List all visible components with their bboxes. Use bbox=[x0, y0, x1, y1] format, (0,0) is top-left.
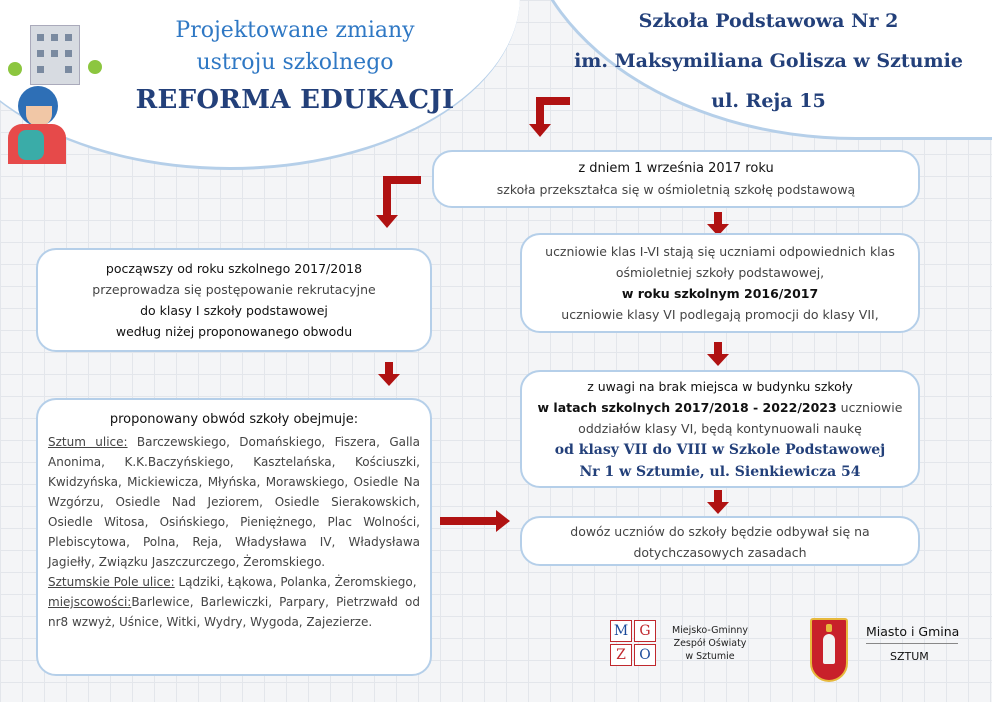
arrow-right-icon bbox=[440, 510, 512, 532]
mgzo-logo bbox=[610, 620, 656, 666]
school-name: Szkoła Podstawowa Nr 2 bbox=[638, 10, 899, 32]
district-villages bbox=[48, 592, 420, 632]
students-transfer-line1: uczniowie klas I-VI stają się uczniami odpowiednich klas bbox=[545, 244, 895, 259]
recruitment-process: przeprowadza się postępowanie rekrutacyjne bbox=[92, 282, 376, 297]
district-sztum bbox=[48, 432, 420, 572]
recruitment-year: począwszy od roku szkolnego 2017/2018 bbox=[105, 261, 363, 276]
transport-line2: dotychczasowych zasadach bbox=[633, 545, 807, 560]
tree-icon bbox=[8, 62, 22, 76]
villages-label: miejscowości: bbox=[48, 595, 132, 609]
students-transfer-box bbox=[520, 233, 920, 333]
elbow-arrow-top-icon bbox=[532, 97, 572, 139]
space-shortage-students: uczniowie bbox=[836, 400, 903, 415]
mgzo-name bbox=[670, 624, 750, 663]
school-kid-illustration bbox=[0, 0, 120, 165]
mgzo-line3: w Sztumie bbox=[685, 651, 735, 662]
school-address: ul. Reja 15 bbox=[711, 90, 826, 112]
students-transfer-line2: ośmioletniej szkoły podstawowej, bbox=[615, 265, 825, 280]
arrow-down-icon bbox=[707, 342, 729, 366]
header-main-title: REFORMA EDUKACJI bbox=[135, 85, 455, 115]
reform-date-text: z dniem 1 września 2017 roku bbox=[578, 161, 774, 176]
recruitment-district: według niżej proponowanego obwodu bbox=[115, 324, 353, 339]
mgzo-letter: O bbox=[634, 644, 656, 666]
header-title-line1: Projektowane zmiany bbox=[175, 18, 415, 43]
mgzo-line2: Zespół Oświaty bbox=[673, 638, 747, 649]
space-shortage-address: Nr 1 w Sztumie, ul. Sienkiewicza 54 bbox=[579, 464, 861, 480]
mgzo-letter: G bbox=[634, 620, 656, 642]
space-shortage-school1: od klasy VII do VIII w Szkole Podstawowej bbox=[554, 442, 886, 458]
district-heading: proponowany obwód szkoły obejmuje: bbox=[109, 412, 359, 427]
space-shortage-box bbox=[520, 370, 920, 488]
header-title-line2: ustroju szkolnego bbox=[196, 50, 394, 75]
space-shortage-line1: z uwagi na brak miejsca w budynku szkoły bbox=[587, 379, 853, 394]
sztum-streets: Barczewskiego, Domańskiego, Fiszera, Galla Anonima, K.K.Baczyńskiego, Kasztelańska, Kościuszki, Kwidzyńska, Mickiewicza, Młyńska, Morawskiego, Osiedle Na Wzgórzu, Osiedle Nad Jeziorem, Osiedle Sierakowskich, Osiedle Witosa, Osińskiego, Pieniężnego, Plac Wolności, Plebiscytowa, Polna, Reja, Władysława IV, Władysława Jagiełły, Związku Jaszczurczego, Żeromskiego. bbox=[48, 435, 420, 569]
city-sztum: SZTUM bbox=[890, 650, 929, 663]
city-name: Miasto i Gmina bbox=[866, 624, 960, 639]
sztum-crest-icon bbox=[810, 618, 848, 682]
district-pole bbox=[48, 572, 420, 592]
transport-box bbox=[520, 516, 920, 566]
school-patron: im. Maksymiliana Golisza w Sztumie bbox=[574, 50, 963, 72]
arrow-down-icon bbox=[707, 490, 729, 514]
arrow-down-icon bbox=[378, 362, 400, 386]
transport-line1: dowóz uczniów do szkoły będzie odbywał się na bbox=[570, 524, 870, 539]
pole-label: Sztumskie Pole ulice: bbox=[48, 575, 175, 589]
villages-list: Barlewice, Barlewiczki, Parpary, Pietrzwałd od nr8 wzwyż, Uśnice, Witki, Wydry, Wygoda, Zajezierze. bbox=[48, 595, 420, 629]
pole-streets: Lądziki, Łąkowa, Polanka, Żeromskiego, bbox=[174, 575, 417, 589]
recruitment-class: do klasy I szkoły podstawowej bbox=[140, 303, 328, 318]
mgzo-letter: M bbox=[610, 620, 632, 642]
students-transfer-promotion: uczniowie klasy VI podlegają promocji do klasy VII, bbox=[561, 307, 879, 322]
reform-date-box bbox=[432, 150, 920, 208]
space-shortage-years: w latach szkolnych 2017/2018 - 2022/2023 bbox=[537, 400, 837, 415]
students-transfer-year: w roku szkolnym 2016/2017 bbox=[621, 286, 819, 301]
school-building-icon bbox=[30, 25, 80, 85]
city-divider bbox=[866, 643, 958, 644]
tree-icon bbox=[88, 60, 102, 74]
district-box bbox=[36, 398, 432, 676]
recruitment-box bbox=[36, 248, 432, 352]
sztum-label: Sztum ulice: bbox=[48, 435, 128, 449]
mgzo-line1: Miejsko-Gminny bbox=[671, 625, 749, 636]
reform-transform-text: szkoła przekształca się w ośmioletnią szkołę podstawową bbox=[496, 182, 856, 197]
backpack-icon bbox=[18, 130, 44, 160]
elbow-arrow-left-icon bbox=[376, 176, 422, 232]
mgzo-letter: Z bbox=[610, 644, 632, 666]
space-shortage-line3: oddziałów klasy VI, będą kontynuowali naukę bbox=[578, 421, 862, 436]
